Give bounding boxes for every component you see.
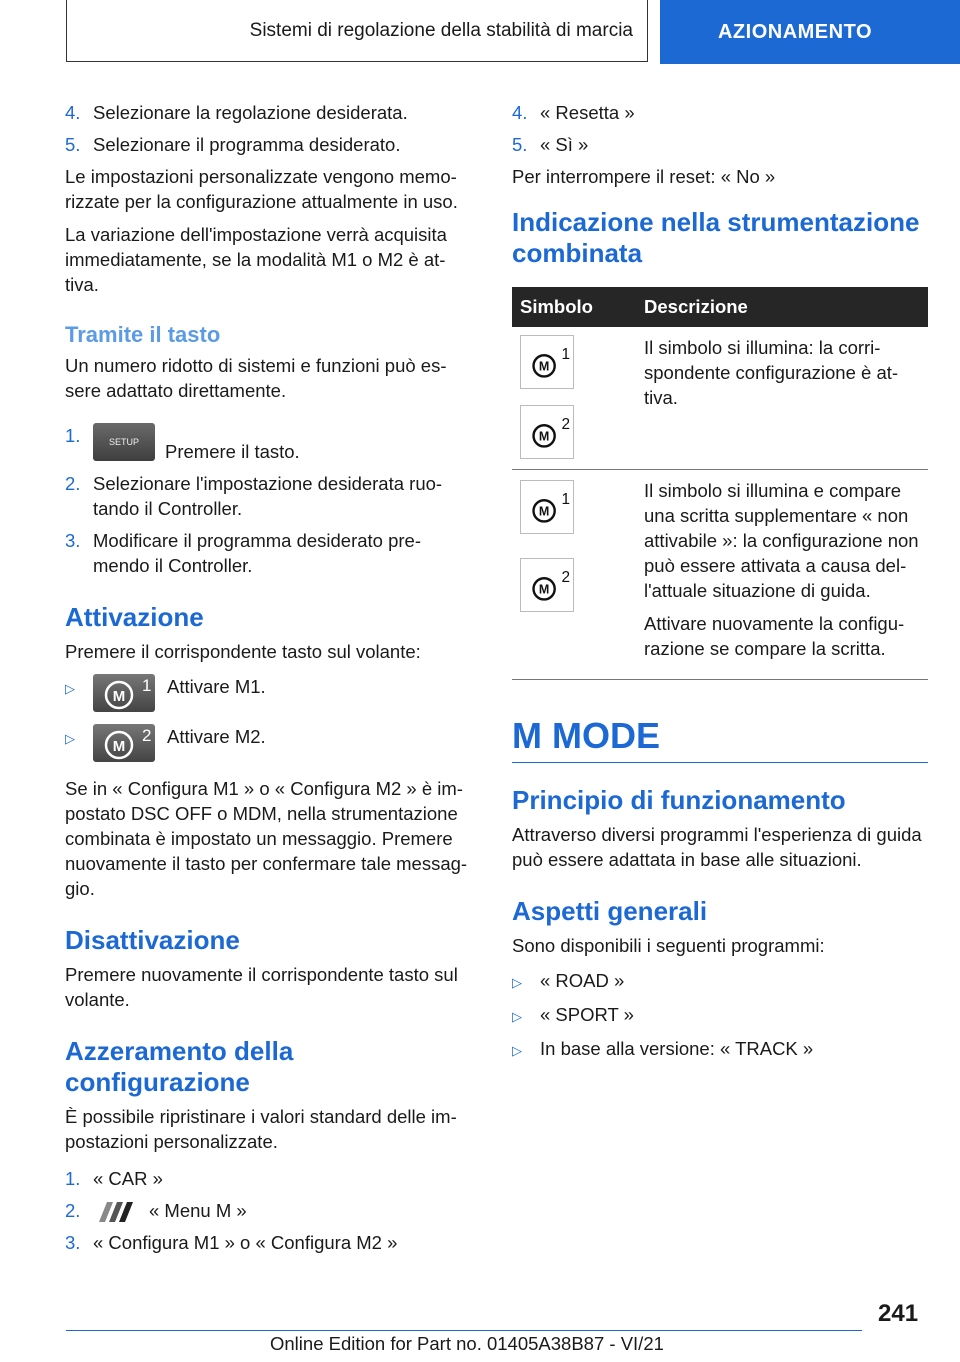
table-header-simbolo: Simbolo	[512, 287, 636, 327]
paragraph: Per interrompere il reset: « No »	[512, 166, 776, 187]
setup-button-icon: SETUP	[93, 423, 155, 461]
m-stripes-icon	[93, 1202, 141, 1222]
svg-text:1: 1	[142, 676, 152, 695]
svg-text:2: 2	[561, 569, 571, 587]
triangle-bullet-icon: ▷	[65, 681, 75, 696]
footer-divider	[66, 1330, 862, 1331]
table-header-row	[512, 287, 928, 327]
paragraph: Premere il corrispondente tasto sul volante:	[65, 641, 421, 662]
heading-disattivazione: Disattivazione	[65, 925, 240, 955]
header-section-box	[66, 0, 648, 62]
list-item: 5. « Sì »	[512, 134, 589, 155]
paragraph: La variazione dell'impostazione verrà acquisita immediatamente, se la modalità M1 o M2 è at-tiva.	[65, 224, 447, 295]
svg-text:M: M	[538, 359, 550, 374]
paragraph: Premere nuovamente il corrispondente tasto sul volante.	[65, 964, 458, 1010]
triangle-bullet-icon: ▷	[512, 1009, 522, 1024]
m2-button-icon	[93, 724, 155, 762]
svg-text:2: 2	[142, 726, 152, 745]
footer-edition: Online Edition for Part no. 01405A38B87 - VI/21	[270, 1333, 664, 1354]
svg-text:2: 2	[561, 416, 571, 434]
paragraph: Le impostazioni personalizzate vengono memo-rizzate per la configurazione attualmente in uso.	[65, 166, 458, 212]
header-chapter-label: AZIONAMENTO	[717, 20, 872, 43]
heading-indicazione: Indicazione nella strumentazione combinata	[512, 207, 920, 268]
header-chapter-tab[interactable]	[660, 0, 960, 64]
m2-indicator-icon	[520, 558, 574, 612]
svg-text:M: M	[538, 429, 550, 444]
right-column	[512, 100, 928, 1070]
list-item: ▷ « SPORT »	[512, 1002, 928, 1029]
paragraph: È possibile ripristinare i valori standard delle im-postazioni personalizzate.	[65, 1106, 457, 1152]
m1-indicator-icon	[520, 480, 574, 534]
symbol-table	[512, 287, 928, 680]
triangle-bullet-icon: ▷	[512, 1043, 522, 1058]
table-row	[512, 327, 928, 470]
m1-indicator-icon	[520, 335, 574, 389]
heading-m-mode: M MODE	[512, 714, 928, 763]
heading-aspetti: Aspetti generali	[512, 896, 708, 926]
paragraph: Attraverso diversi programmi l'esperienza di guida può essere adattata in base alle situazioni.	[512, 824, 922, 870]
list-item: 4. Selezionare la regolazione desiderata.	[65, 102, 408, 123]
left-column	[65, 100, 475, 1262]
heading-tramite-tasto: Tramite il tasto	[65, 322, 221, 347]
triangle-bullet-icon: ▷	[512, 975, 522, 990]
m1-button-icon	[93, 674, 155, 712]
list-item: 3. « Configura M1 » o « Configura M2 »	[65, 1232, 398, 1253]
svg-text:M: M	[538, 504, 550, 519]
heading-principio: Principio di funzionamento	[512, 785, 846, 815]
list-item: 4. « Resetta »	[512, 102, 635, 123]
table-header-descrizione: Descrizione	[636, 287, 928, 327]
paragraph: Sono disponibili i seguenti programmi:	[512, 935, 825, 956]
svg-text:M: M	[538, 582, 550, 597]
svg-text:M: M	[112, 738, 126, 755]
paragraph: Se in « Configura M1 » o « Configura M2 » è im-postato DSC OFF o MDM, nella strumentazione combinata è impostato un messaggio. Premere nuovamente il tasto per confermare tale messag-gio.	[65, 778, 468, 899]
header-section-title: Sistemi di regolazione della stabilità di marcia	[249, 19, 633, 41]
heading-attivazione: Attivazione	[65, 602, 204, 632]
list-item: 2. « Menu M »	[65, 1200, 247, 1221]
list-item: ▷ « ROAD »	[512, 968, 928, 995]
list-item: ▷ In base alla versione: « TRACK »	[512, 1036, 928, 1063]
svg-text:M: M	[112, 688, 126, 705]
list-item: ▷ M 1 Attivare M1.	[65, 674, 475, 712]
table-row	[512, 470, 928, 680]
paragraph: Un numero ridotto di sistemi e funzioni può es-sere adattato direttamente.	[65, 355, 447, 401]
heading-azzeramento: Azzeramento della configurazione	[65, 1036, 294, 1097]
m2-indicator-icon	[520, 405, 574, 459]
list-item: ▷ M 2 Attivare M2.	[65, 724, 475, 762]
list-item: 5. Selezionare il programma desiderato.	[65, 134, 401, 155]
svg-text:1: 1	[561, 346, 571, 364]
list-item: 1. « CAR »	[65, 1168, 163, 1189]
list-item: 1. SETUP Premere il tasto.	[65, 425, 300, 462]
page-number: 241	[878, 1300, 919, 1327]
table-cell-text: Il simbolo si illumina: la corri-spondente configurazione è at-tiva.	[644, 337, 899, 408]
triangle-bullet-icon: ▷	[65, 731, 75, 746]
svg-text:1: 1	[561, 491, 571, 509]
list-item: 3. Modificare il programma desiderato pre-mendo il Controller.	[65, 530, 421, 576]
table-cell-text: Il simbolo si illumina e compare una scritta supplementare « non attivabile »: la configurazione non può essere attivata a causa del-l'attuale situazione di guida.	[644, 480, 919, 601]
list-item: 2. Selezionare l'impostazione desiderata ruo-tando il Controller.	[65, 473, 443, 519]
table-cell-text: Attivare nuovamente la configu-razione se compare la scritta.	[644, 613, 905, 659]
